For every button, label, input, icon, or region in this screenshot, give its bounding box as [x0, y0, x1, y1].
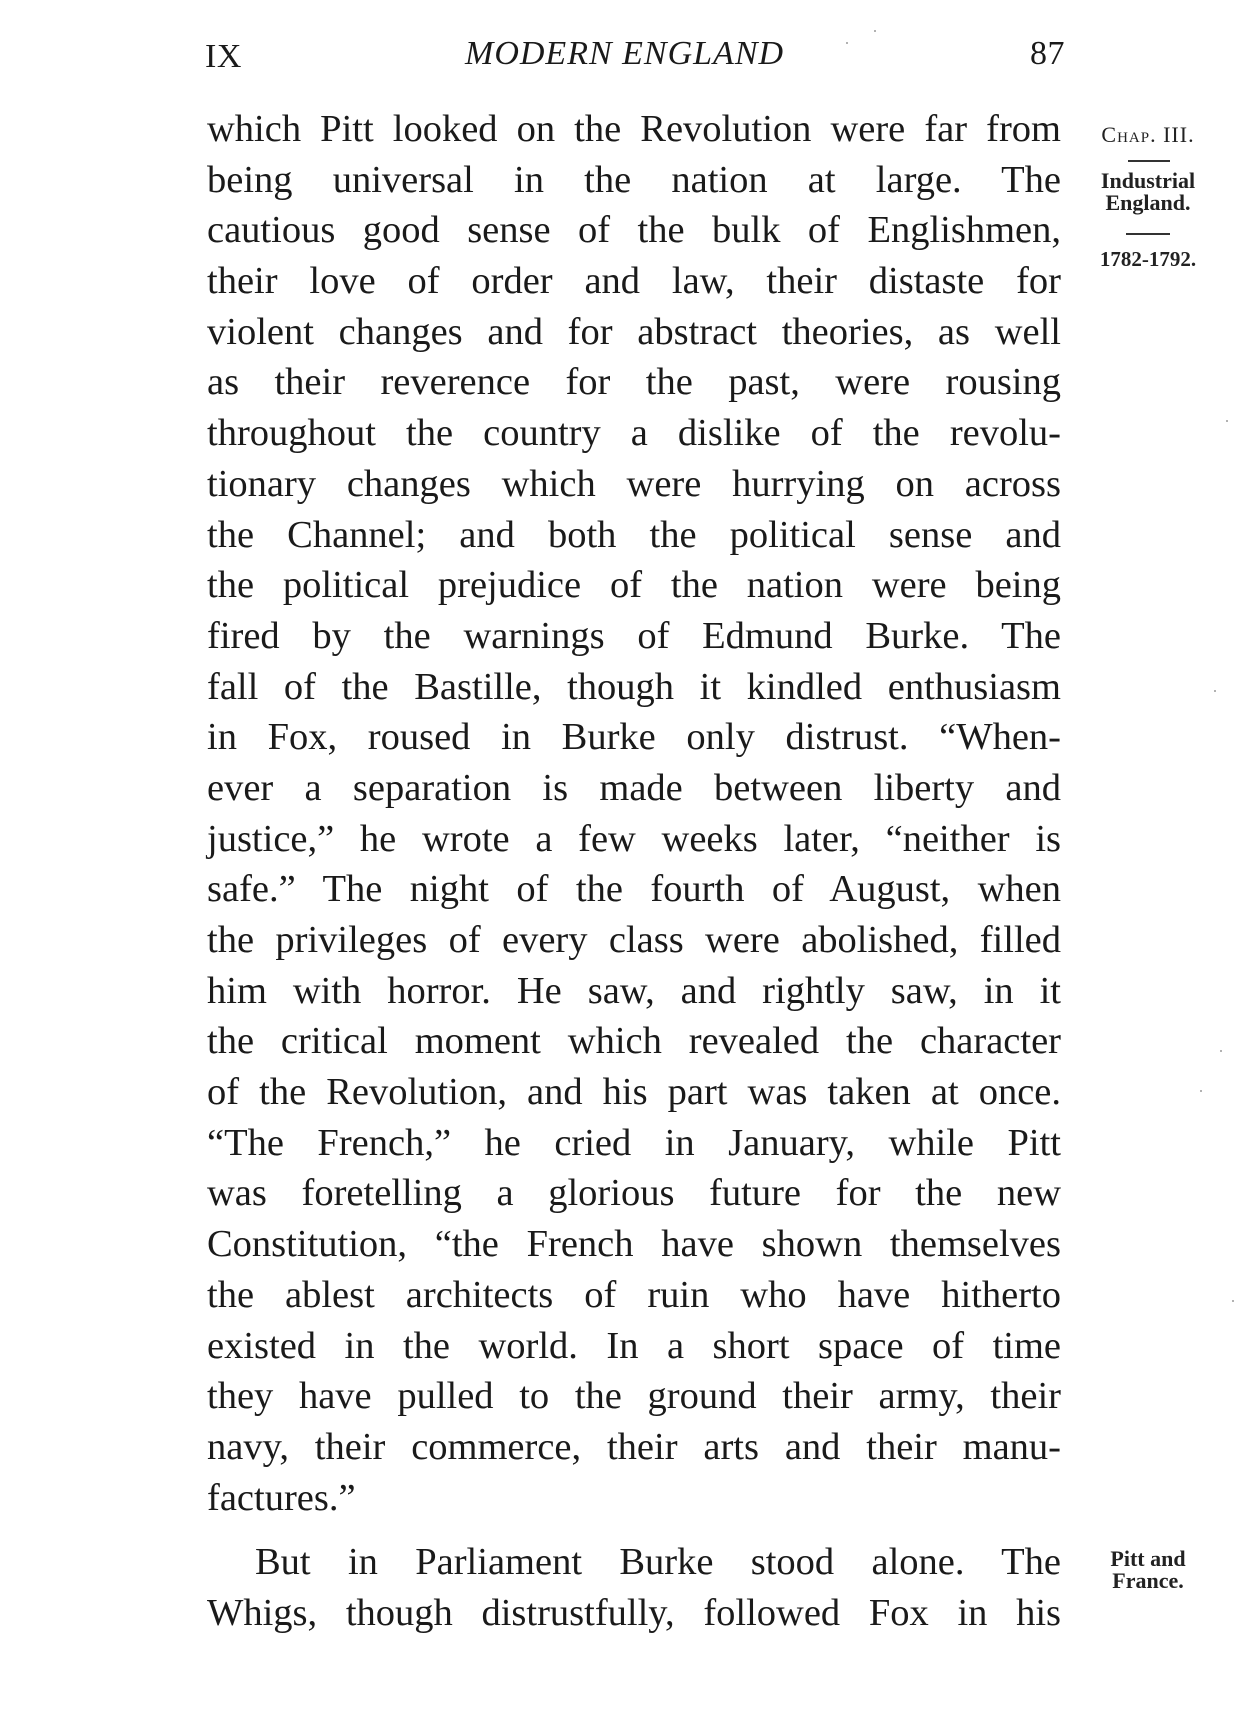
scan-speck: [1220, 1050, 1222, 1052]
scan-speck: [1232, 1300, 1234, 1302]
scan-speck: [1214, 690, 1216, 692]
margin-rule: [1128, 160, 1170, 162]
running-head: [205, 30, 1065, 80]
text-line: “The French,” he cried in January, while Pitt: [207, 1121, 1061, 1164]
book-title: MODERN ENGLAND: [465, 35, 785, 72]
scan-speck: [874, 30, 876, 32]
text-line: ever a separation is made between liberty and: [207, 766, 1061, 809]
text-line: him with horror. He saw, and rightly saw, in it: [207, 969, 1061, 1012]
text-line: the ablest architects of ruin who have hitherto: [207, 1273, 1061, 1316]
margin-note-pitt-line: Pitt and: [1110, 1546, 1186, 1571]
text-line: fired by the warnings of Edmund Burke. The: [207, 614, 1061, 657]
scan-speck: [846, 42, 848, 44]
text-line: was foretelling a glorious future for the new: [207, 1172, 1061, 1215]
margin-rule: [1126, 233, 1170, 235]
text-line: as their reverence for the past, were rousing: [207, 361, 1061, 404]
text-line: of the Revolution, and his part was taken at once.: [207, 1071, 1061, 1114]
margin-note-chapter: Chap. III.: [1101, 122, 1195, 147]
scan-speck: [1226, 420, 1228, 422]
text-line: safe.” The night of the fourth of August, when: [207, 868, 1061, 911]
text-line: they have pulled to the ground their army, their: [207, 1375, 1061, 1418]
text-line: the political prejudice of the nation were being: [207, 564, 1061, 607]
text-line: in Fox, roused in Burke only distrust. “When-: [207, 716, 1061, 759]
margin-note-pitt-line: France.: [1112, 1568, 1184, 1593]
margin-note-pitt-and-france: [1088, 1548, 1208, 1592]
text-line: Constitution, “the French have shown themselves: [207, 1223, 1061, 1266]
paragraph-gap: [207, 1523, 1061, 1537]
text-line: the Channel; and both the political sense and: [207, 513, 1061, 556]
chapter-numeral: IX: [205, 38, 242, 75]
text-line: navy, their commerce, their arts and their manu-: [207, 1425, 1061, 1468]
margin-note-section-line: England.: [1105, 190, 1191, 215]
text-line: which Pitt looked on the Revolution were far from: [207, 108, 1061, 150]
text-line: being universal in the nation at large. The: [207, 158, 1061, 201]
margin-note-section-line: Industrial: [1100, 168, 1196, 193]
text-line: violent changes and for abstract theories, as well: [207, 310, 1061, 353]
margin-note-section: [1078, 170, 1218, 214]
text-line: fall of the Bastille, though it kindled enthusiasm: [207, 665, 1061, 708]
scan-speck: [1200, 1090, 1202, 1092]
text-line: justice,” he wrote a few weeks later, “neither is: [207, 817, 1061, 860]
body-text: [207, 104, 1061, 1639]
text-line: cautious good sense of the bulk of Englishmen,: [207, 209, 1061, 252]
text-line: the critical moment which revealed the character: [207, 1020, 1061, 1063]
text-line: their love of order and law, their distaste for: [207, 260, 1061, 303]
text-line: the privileges of every class were abolished, filled: [207, 919, 1061, 961]
text-line: But in Parliament Burke stood alone. The: [255, 1541, 1061, 1584]
text-line: Whigs, though distrustfully, followed Fox in his: [207, 1591, 1061, 1634]
text-line: tionary changes which were hurrying on across: [207, 462, 1061, 505]
text-line: existed in the world. In a short space of time: [207, 1324, 1061, 1367]
margin-note-dates: 1782-1792.: [1099, 247, 1197, 271]
text-line: factures.”: [207, 1476, 356, 1519]
text-line: throughout the country a dislike of the revolu-: [207, 412, 1061, 455]
page-number: 87: [1030, 35, 1065, 72]
